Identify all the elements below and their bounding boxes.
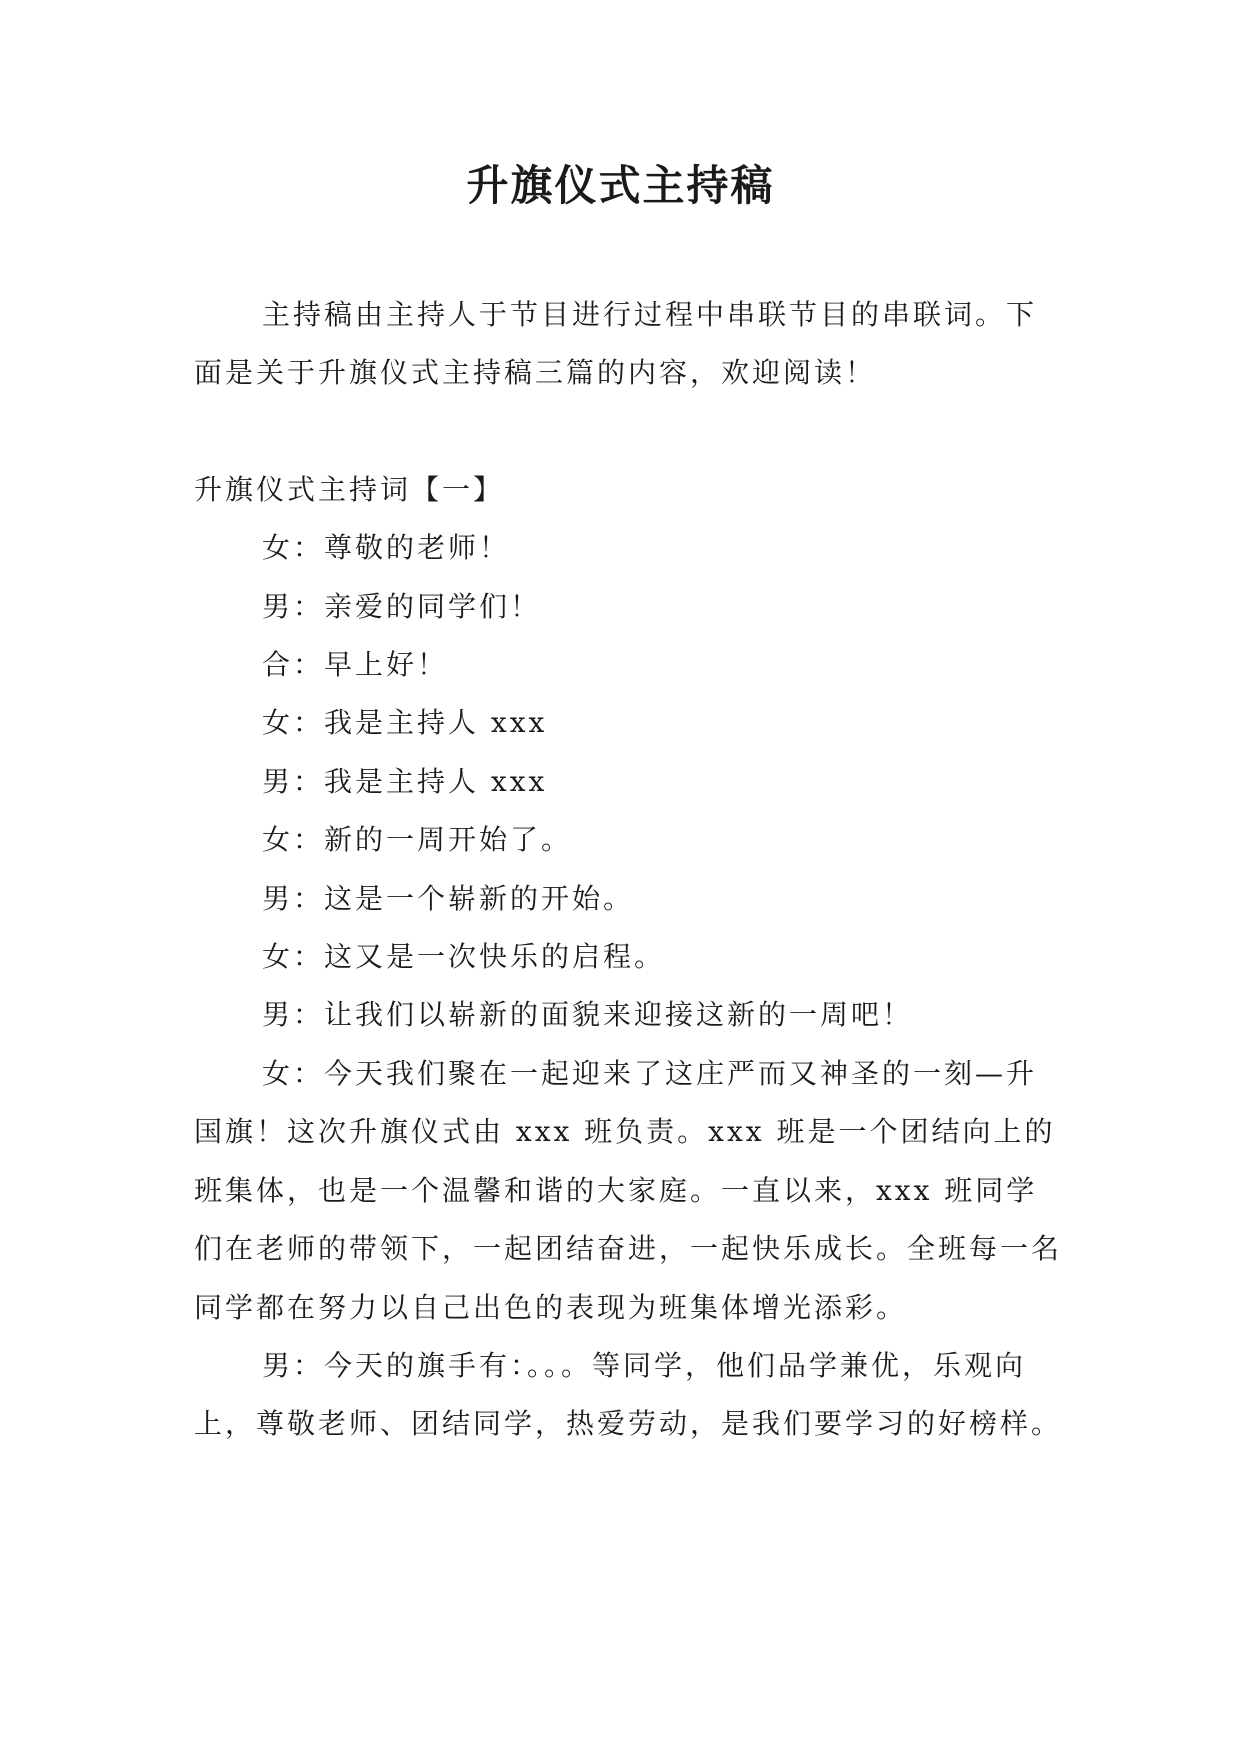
intro-paragraph: 主持稿由主持人于节目进行过程中串联节目的串联词。下面是关于升旗仪式主持稿三篇的内容，欢迎阅读！: [194, 298, 1038, 390]
dialogue-paragraph: 女：今天我们聚在一起迎来了这庄严而又神圣的一刻—升国旗！这次升旗仪式由 xxx 班负责。xxx 班是一个团结向上的班集体，也是一个温馨和谐的大家庭。一直以来，xxx 班同学们在老师的带领下，一起团结奋进，一起快乐成长。全班每一名同学都在努力以自己出色的表现为班集体增光添彩。: [194, 1056, 1063, 1324]
page-title: 升旗仪式主持稿: [466, 161, 775, 210]
dialogue-line: 女：我是主持人 xxx: [262, 706, 548, 740]
section-heading: 升旗仪式主持词【一】: [194, 472, 505, 506]
document-body: [194, 286, 1064, 1454]
dialogue-line: 女：尊敬的老师！: [262, 531, 511, 565]
dialogue-line: 女：这又是一次快乐的启程。: [262, 940, 666, 974]
dialogue-line: 男：让我们以崭新的面貌来迎接这新的一周吧！: [262, 998, 914, 1032]
dialogue-paragraph: 男：今天的旗手有：。。。等同学，他们品学兼优，乐观向上，尊敬老师、团结同学，热爱劳动，是我们要学习的好榜样。: [194, 1348, 1063, 1441]
dialogue-line: 男：这是一个崭新的开始。: [262, 881, 635, 915]
dialogue-line: 男：我是主持人 xxx: [262, 764, 548, 798]
dialogue-line: 合：早上好！: [262, 648, 449, 682]
dialogue-line: 女：新的一周开始了。: [262, 823, 573, 857]
dialogue-line: 男：亲爱的同学们！: [262, 589, 542, 623]
